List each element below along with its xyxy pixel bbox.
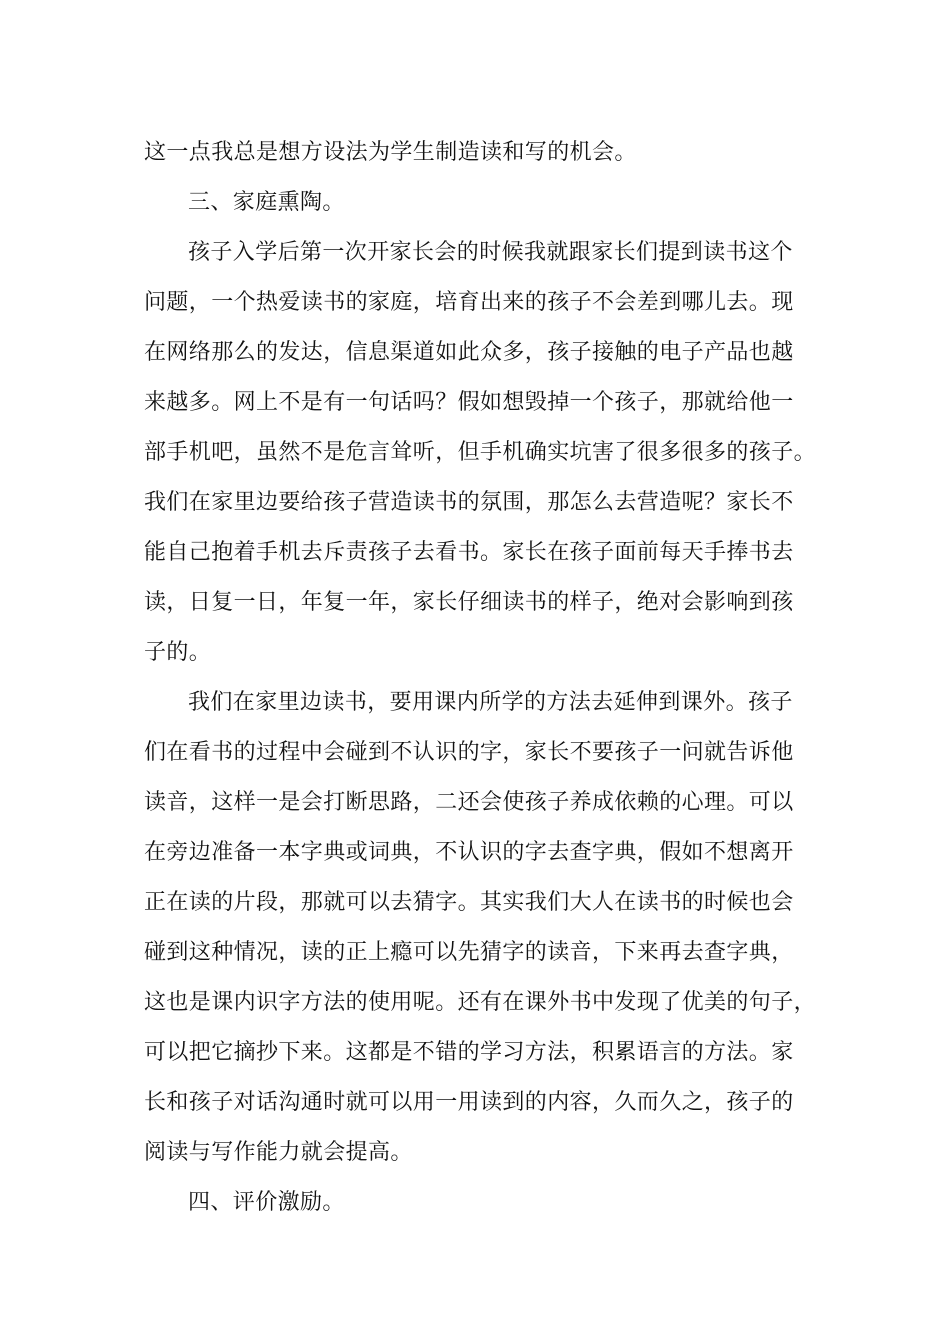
text-line: 可以把它摘抄下来。这都是不错的学习方法，积累语言的方法。家 [144, 1040, 794, 1065]
text-line: 长和孩子对话沟通时就可以用一用读到的内容，久而久之，孩子的 [144, 1090, 794, 1115]
text-line: 我们在家里边读书，要用课内所学的方法去延伸到课外。孩子 [188, 690, 793, 715]
section-heading: 三、家庭熏陶。 [188, 190, 345, 215]
text-line: 能自己抱着手机去斥责孩子去看书。家长在孩子面前每天手捧书去 [144, 540, 794, 565]
text-line: 这一点我总是想方设法为学生制造读和写的机会。 [144, 140, 637, 165]
text-line: 碰到这种情况，读的正上瘾可以先猜字的读音，下来再去查字典， [144, 940, 794, 965]
text-line: 们在看书的过程中会碰到不认识的字，家长不要孩子一问就告诉他 [144, 740, 794, 765]
text-line: 来越多。网上不是有一句话吗？假如想毁掉一个孩子，那就给他一 [144, 390, 794, 415]
text-line: 部手机吧，虽然不是危言耸听，但手机确实坑害了很多很多的孩子。 [144, 440, 817, 465]
text-line: 在网络那么的发达，信息渠道如此众多，孩子接触的电子产品也越 [144, 340, 794, 365]
section-heading: 四、评价激励。 [188, 1190, 345, 1215]
text-line: 在旁边准备一本字典或词典，不认识的字去查字典，假如不想离开 [144, 840, 794, 865]
text-line: 子的。 [144, 640, 212, 665]
text-line: 读，日复一日，年复一年，家长仔细读书的样子，绝对会影响到孩 [144, 590, 794, 615]
text-line: 问题，一个热爱读书的家庭，培育出来的孩子不会差到哪儿去。现 [144, 290, 794, 315]
text-line: 我们在家里边要给孩子营造读书的氛围，那怎么去营造呢？家长不 [144, 490, 794, 515]
text-line: 这也是课内识字方法的使用呢。还有在课外书中发现了优美的句子， [144, 990, 817, 1015]
text-line: 孩子入学后第一次开家长会的时候我就跟家长们提到读书这个 [188, 240, 793, 265]
text-line: 读音，这样一是会打断思路，二还会使孩子养成依赖的心理。可以 [144, 790, 794, 815]
text-line: 阅读与写作能力就会提高。 [144, 1140, 413, 1165]
text-line: 正在读的片段，那就可以去猜字。其实我们大人在读书的时候也会 [144, 890, 794, 915]
